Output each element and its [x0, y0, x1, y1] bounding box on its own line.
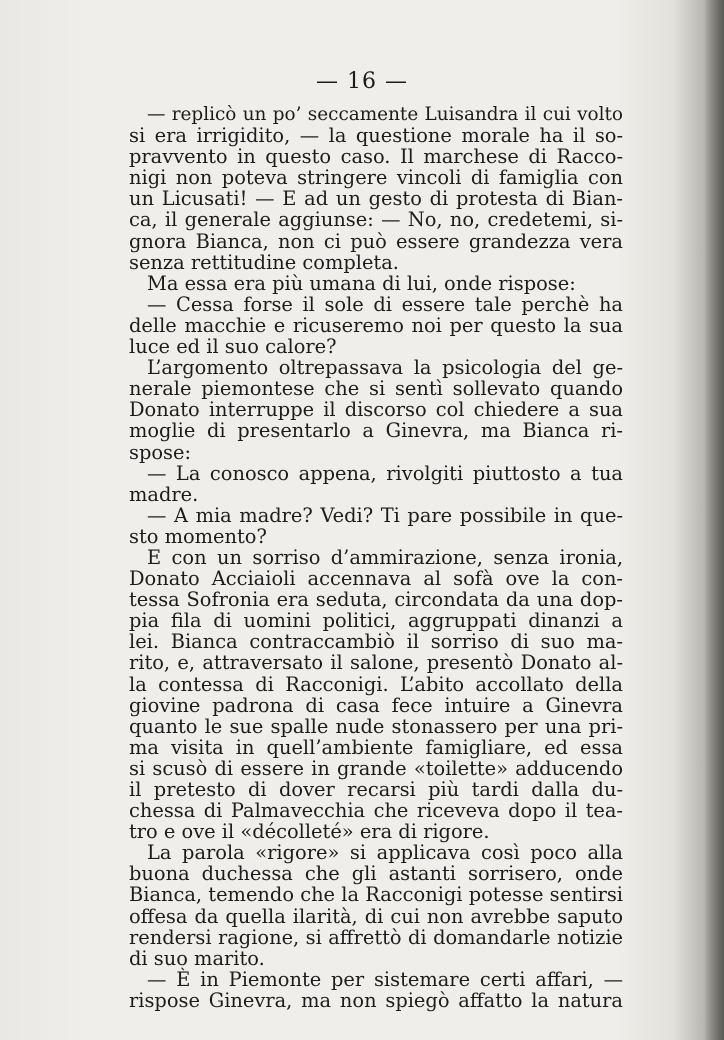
- text-line: chessa di Palmavecchia che riceveva dopo il tea-: [129, 799, 623, 823]
- text-line: buona duchessa che gli astanti sorrisero, onde: [129, 862, 623, 886]
- book-spine-shadow: [704, 0, 724, 1040]
- text-line: tro e ove il «décolleté» era di rigore.: [129, 820, 490, 844]
- text-line: la contessa di Racconigi. L’abito accollato della: [129, 672, 623, 696]
- text-line: Donato Acciaioli accennava al sofà ove la con-: [129, 567, 623, 591]
- text-line: — A mia madre? Vedi? Ti pare possibile in que-: [147, 503, 623, 527]
- text-line: — Cessa forse il sole di essere tale perchè ha: [147, 292, 623, 316]
- text-line: delle macchie e ricuseremo noi per questo la sua: [129, 313, 623, 337]
- text-line: L’argomento oltrepassava la psicologia del ge-: [147, 356, 623, 380]
- text-line: rendersi ragione, si affrettò di domandarle notizie: [129, 925, 623, 949]
- text-line: sto momento?: [129, 524, 267, 548]
- text-line: di suo marito.: [129, 946, 265, 970]
- text-line: tessa Sofronia era seduta, circondata da una dop-: [129, 588, 623, 612]
- text-line: pia fila di uomini politici, aggruppati dinanzi a: [129, 609, 623, 633]
- text-line: — È in Piemonte per sistemare certi affari, —: [147, 967, 623, 991]
- text-line: luce ed il suo calore?: [129, 335, 337, 359]
- text-line: quanto le sue spalle nude stonassero per una pri-: [129, 714, 623, 738]
- page-number: — 16 —: [316, 69, 408, 94]
- text-line: spose:: [129, 440, 191, 464]
- text-line: rispose Ginevra, ma non spiegò affatto la natura: [129, 988, 623, 1012]
- text-line: lei. Bianca contraccambiò il sorriso di suo ma-: [129, 630, 623, 654]
- text-line: pravvento in questo caso. Il marchese di Racco-: [129, 145, 623, 169]
- text-line: — replicò un po’ seccamente Luisandra il cui volto: [147, 104, 623, 125]
- text-line: Donato interruppe il discorso col chiedere a sua: [129, 398, 623, 422]
- text-line: madre.: [129, 482, 199, 506]
- text-line: nerale piemontese che si sentì sollevato quando: [129, 377, 623, 401]
- text-line: gnora Bianca, non ci può essere grandezza vera: [129, 229, 623, 253]
- text-line: La parola «rigore» si applicava così poco alla: [147, 841, 623, 865]
- text-line: offesa da quella ilarità, di cui non avrebbe saputo: [129, 904, 623, 928]
- text-line: si scusò di essere in grande «toilette» adducendo: [129, 756, 623, 780]
- body-text: [129, 104, 623, 1011]
- text-line: un Licusati! — E ad un gesto di protesta di Bian-: [129, 187, 623, 211]
- text-line: Bianca, temendo che la Racconigi potesse sentirsi: [129, 883, 623, 907]
- text-line: senza rettitudine completa.: [129, 250, 399, 274]
- text-line: E con un sorriso d’ammirazione, senza ironia,: [147, 545, 623, 569]
- text-line: il pretesto di dover recarsi più tardi dalla du-: [129, 778, 623, 801]
- text-line: moglie di presentarlo a Ginevra, ma Bianca ri-: [129, 419, 623, 443]
- text-line: nigi non poteva stringere vincoli di famiglia con: [129, 166, 623, 190]
- text-line: ma visita in quell’ambiente famigliare, ed essa: [129, 735, 623, 759]
- text-line: Ma essa era più umana di lui, onde rispose:: [147, 271, 576, 295]
- text-line: rito, e, attraversato il salone, presentò Donato al-: [129, 651, 623, 675]
- text-line: ca, il generale aggiunse: — No, no, credetemi, si-: [129, 208, 623, 232]
- text-line: si era irrigidito, — la questione morale ha il so-: [129, 124, 623, 148]
- text-line: — La conosco appena, rivolgiti piuttosto a tua: [147, 461, 623, 485]
- text-line: giovine padrona di casa fece intuire a Ginevra: [129, 693, 623, 717]
